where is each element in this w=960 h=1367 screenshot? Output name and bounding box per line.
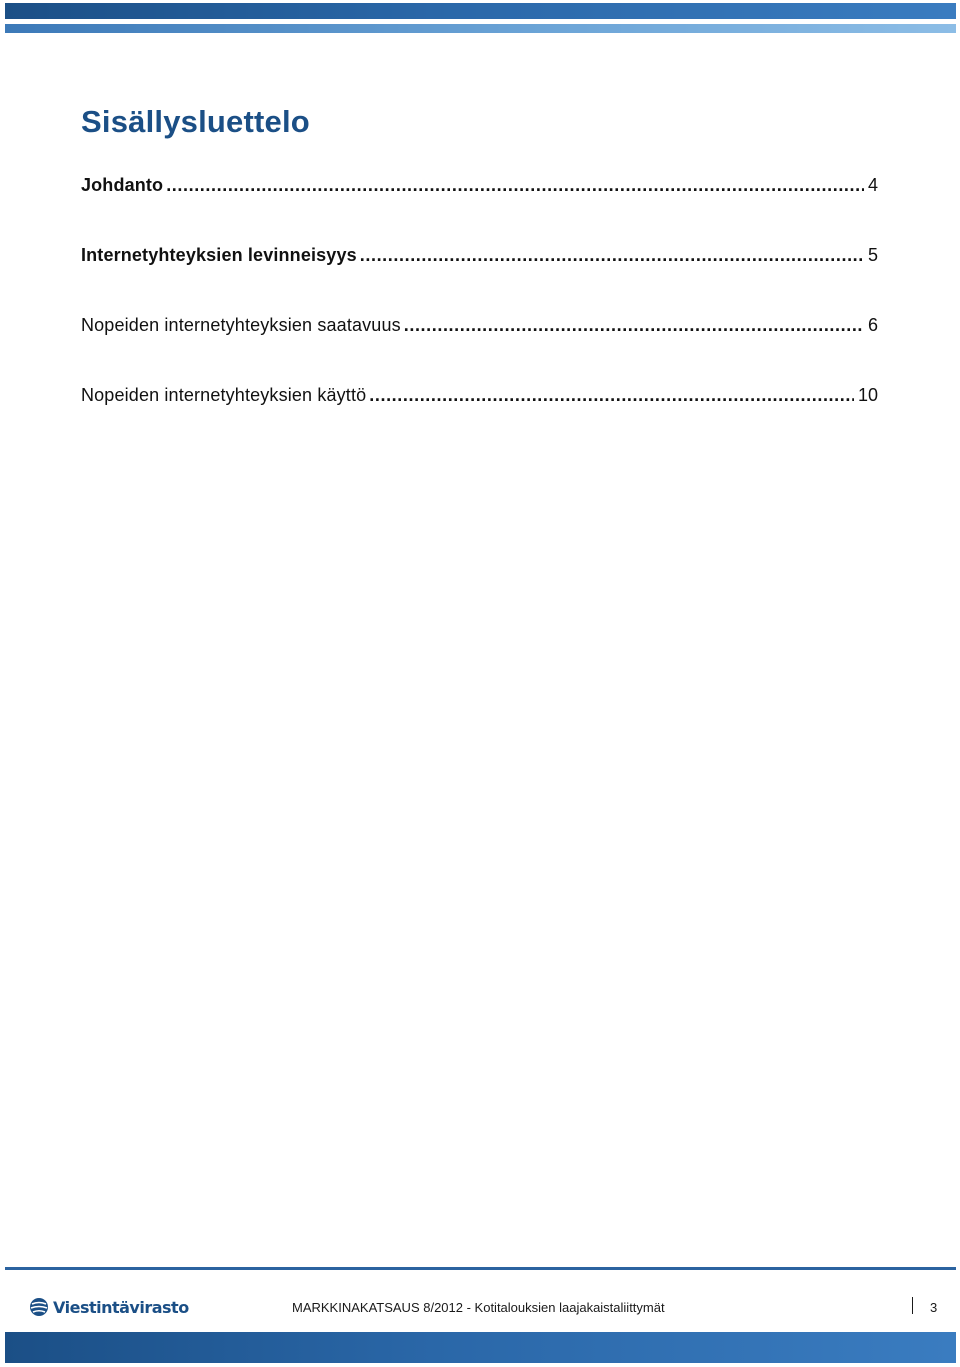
header-band-main: [5, 3, 956, 19]
table-of-contents: [81, 175, 878, 455]
page-title: Sisällysluettelo: [81, 104, 310, 139]
toc-dot-leader: [166, 175, 864, 196]
toc-entry-saatavuus[interactable]: [81, 315, 878, 339]
footer-divider: [5, 1267, 956, 1270]
viestintavirasto-logo: [29, 1295, 189, 1319]
footer-band: [5, 1332, 956, 1363]
header-band-stripe: [5, 24, 956, 33]
toc-entry-levinneisyys[interactable]: [81, 245, 878, 269]
toc-entry-johdanto[interactable]: [81, 175, 878, 199]
footer-page-number: 3: [930, 1300, 938, 1315]
toc-dot-leader: [404, 315, 864, 336]
toc-entry-page: 6: [867, 315, 878, 335]
header-band: [5, 3, 956, 31]
toc-entry-label: Nopeiden internetyhteyksien saatavuus: [81, 315, 401, 335]
toc-dot-leader: [360, 245, 864, 266]
toc-entry-page: 4: [867, 175, 878, 195]
toc-entry-label: Johdanto: [81, 175, 164, 195]
toc-entry-kaytto[interactable]: [81, 385, 878, 409]
logo-text: Viestintävirasto: [53, 1297, 189, 1317]
toc-entry-page: 5: [867, 245, 878, 265]
footer-separator: [912, 1297, 913, 1314]
toc-entry-label: Internetyhteyksien levinneisyys: [81, 245, 357, 265]
toc-dot-leader: [369, 385, 854, 406]
toc-entry-label: Nopeiden internetyhteyksien käyttö: [81, 385, 367, 405]
footer-document-title: MARKKINAKATSAUS 8/2012 - Kotitalouksien laajakaistaliittymät: [292, 1300, 665, 1315]
globe-icon: [29, 1297, 49, 1317]
toc-entry-page: 10: [857, 385, 878, 405]
